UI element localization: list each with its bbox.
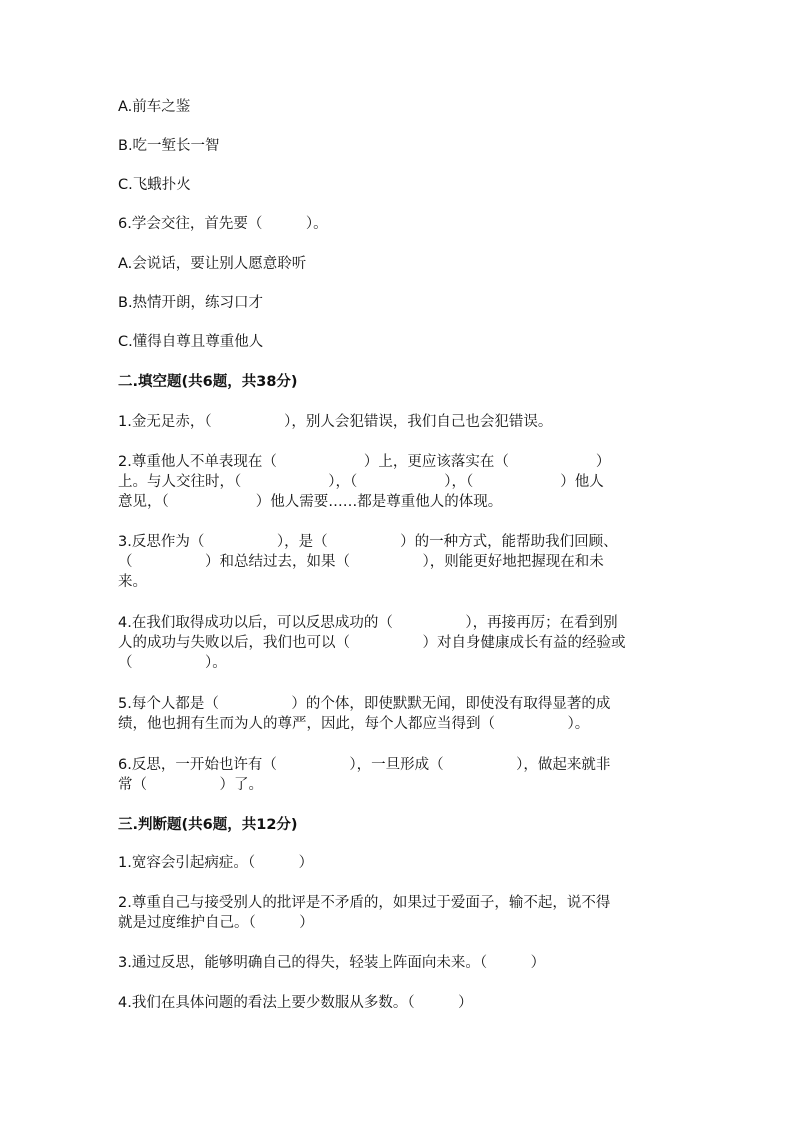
fill-question-5	[118, 694, 678, 734]
fill-question-4-line-3: （ ）。	[118, 655, 227, 671]
fill-question-2-line-1: 2.尊重他人不单表现在（ ）上，更应该落实在（ ）	[118, 454, 611, 470]
judge-question-1	[118, 853, 678, 873]
section2-title: 二.填空题(共6题，共38分)	[118, 374, 298, 390]
fill-question-3	[118, 532, 678, 592]
q6-stem: 6.学会交往，首先要（ ）。	[118, 216, 328, 232]
judge-question-2-line-1: 2.尊重自己与接受别人的批评是不矛盾的，如果过于爱面子，输不起，说不得	[118, 895, 611, 911]
fill-question-3-line-3: 来。	[118, 574, 147, 590]
fill-question-6	[118, 755, 678, 795]
fill-question-4-line-1: 4.在我们取得成功以后，可以反思成功的（ ），再接再厉；在看到别	[118, 615, 618, 631]
fill-question-1	[118, 412, 678, 432]
fill-question-3-line-2: （ ）和总结过去，如果（ ），则能更好地把握现在和未	[118, 554, 604, 570]
q5-option-a: A.前车之鉴	[118, 99, 191, 115]
q6-option-c: C.懂得自尊且尊重他人	[118, 334, 264, 350]
judge-question-2-line-2: 就是过度维护自己。（ ）	[118, 915, 314, 931]
fill-question-2	[118, 452, 678, 512]
fill-question-1-line-1: 1.金无足赤，（ ），别人会犯错误，我们自己也会犯错误。	[118, 414, 553, 430]
judge-question-4-line-1: 4.我们在具体问题的看法上要少数服从多数。（ ）	[118, 995, 473, 1011]
fill-question-3-line-1: 3.反思作为（ ），是（ ）的一种方式，能帮助我们回顾、	[118, 534, 618, 550]
q6-option-a: A.会说话，要让别人愿意聆听	[118, 256, 307, 272]
judge-question-1-line-1: 1.宽容会引起病症。（ ）	[118, 855, 314, 871]
section3-title: 三.判断题(共6题，共12分)	[118, 817, 298, 833]
q5-option-b: B.吃一堑长一智	[118, 138, 220, 154]
q6-option-b: B.热情开朗，练习口才	[118, 295, 264, 311]
judge-question-3	[118, 953, 678, 973]
judge-question-2	[118, 893, 678, 933]
fill-question-2-line-3: 意见，（ ）他人需要……都是尊重他人的体现。	[118, 494, 503, 510]
fill-question-4	[118, 613, 678, 673]
fill-question-5-line-1: 5.每个人都是（ ）的个体，即使默默无闻，即使没有取得显著的成	[118, 696, 611, 712]
fill-question-2-line-2: 上。与人交往时，（ ），（ ），（ ）他人	[118, 474, 604, 490]
judge-question-4	[118, 993, 678, 1013]
fill-question-4-line-2: 人的成功与失败以后，我们也可以（ ）对自身健康成长有益的经验或	[118, 635, 626, 651]
judge-question-3-line-1: 3.通过反思，能够明确自己的得失，轻装上阵面向未来。（ ）	[118, 955, 546, 971]
fill-question-6-line-2: 常（ ）了。	[118, 777, 263, 793]
fill-question-6-line-1: 6.反思，一开始也许有（ ），一旦形成（ ），做起来就非	[118, 757, 611, 773]
fill-question-5-line-2: 绩，他也拥有生而为人的尊严，因此，每个人都应当得到（ ）。	[118, 716, 590, 732]
q5-option-c: C.飞蛾扑火	[118, 177, 191, 193]
